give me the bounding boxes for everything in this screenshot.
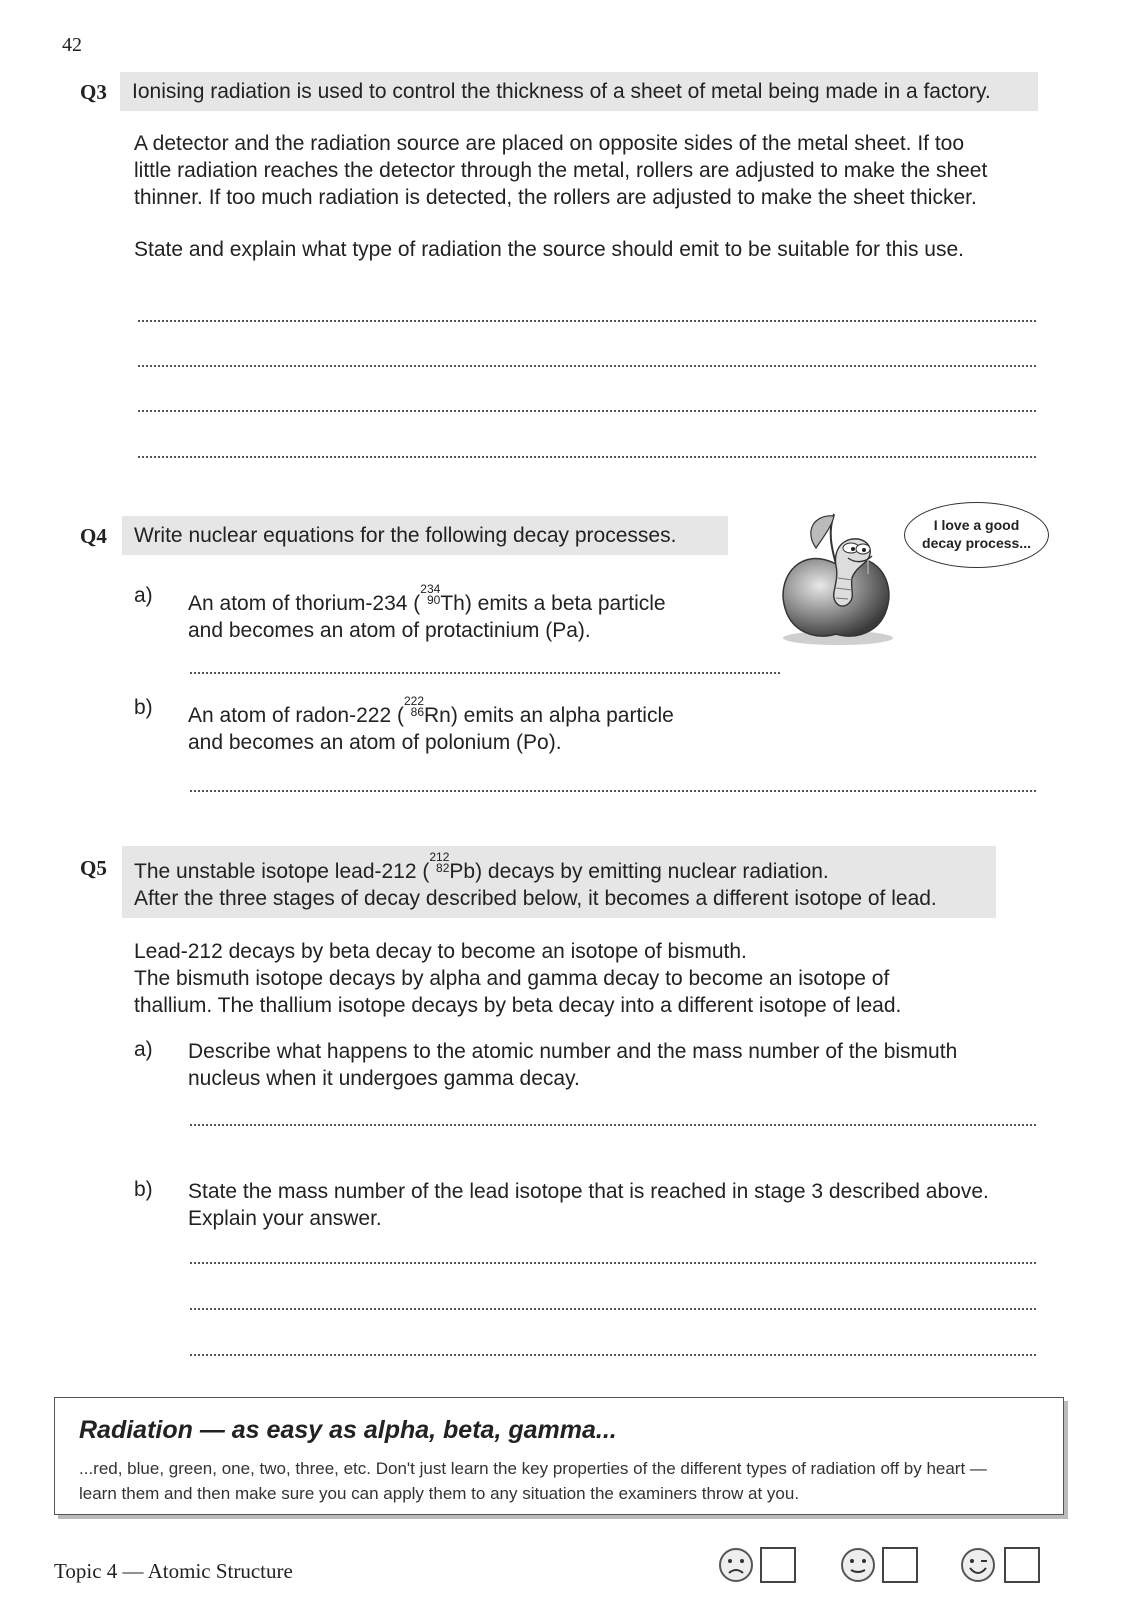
lead-nuclide-numbers bbox=[429, 852, 449, 874]
q4b-post: ) emits an alpha particle bbox=[450, 704, 674, 727]
q4b-text bbox=[188, 696, 788, 756]
q4a-line1 bbox=[188, 584, 748, 617]
q4-prompt: Write nuclear equations for the following decay processes. bbox=[122, 516, 728, 555]
lead-symbol: Pb bbox=[449, 860, 476, 883]
confidence-checkbox-medium[interactable] bbox=[882, 1547, 918, 1583]
q4a-answer-line[interactable] bbox=[190, 672, 780, 674]
q5b-line1: State the mass number of the lead isotope that is reached in stage 3 described above. bbox=[188, 1180, 989, 1203]
q5a-text bbox=[188, 1038, 1048, 1092]
worm-in-apple-illustration bbox=[776, 506, 896, 646]
q4b-answer-line[interactable] bbox=[190, 790, 1036, 792]
confidence-checkbox-low[interactable] bbox=[760, 1547, 796, 1583]
neutral-face-icon bbox=[840, 1547, 876, 1583]
q3-para-line: A detector and the radiation source are placed on opposite sides of the metal sheet. If too bbox=[134, 132, 965, 155]
q5-para-line: The bismuth isotope decays by alpha and gamma decay to become an isotope of bbox=[134, 967, 890, 990]
q5b-answer-line[interactable] bbox=[190, 1354, 1036, 1356]
q4a-pre: An atom of thorium-234 ( bbox=[188, 592, 421, 615]
q5b-text bbox=[188, 1178, 1058, 1232]
speech-bubble-line: I love a good bbox=[933, 517, 1020, 533]
thorium-nuclide-numbers bbox=[420, 584, 440, 606]
q5b-line2: Explain your answer. bbox=[188, 1207, 382, 1230]
q4a-line2: and becomes an atom of protactinium (Pa). bbox=[188, 619, 591, 642]
sad-face-icon bbox=[718, 1547, 754, 1583]
q4a-label: a) bbox=[134, 584, 153, 607]
tip-title: Radiation — as easy as alpha, beta, gamma... bbox=[79, 1416, 617, 1444]
tip-box bbox=[54, 1397, 1064, 1515]
q5-pre: The unstable isotope lead-212 ( bbox=[134, 860, 430, 883]
q4a-post: ) emits a beta particle bbox=[464, 592, 666, 615]
q3-answer-line[interactable] bbox=[138, 365, 1036, 367]
radon-mass-number: 222 bbox=[403, 694, 424, 708]
q3-para-line: little radiation reaches the detector through the metal, rollers are adjusted to make the sheet bbox=[134, 159, 988, 182]
thorium-symbol: Th bbox=[440, 592, 465, 615]
q5a-answer-line[interactable] bbox=[190, 1124, 1036, 1126]
q5-para-line: thallium. The thallium isotope decays by beta decay into a different isotope of lead. bbox=[134, 994, 902, 1017]
thorium-mass-number: 234 bbox=[420, 582, 441, 596]
q3-para-line: thinner. If too much radiation is detected, the rollers are adjusted to make the sheet thicker. bbox=[134, 186, 977, 209]
q5-para-line: Lead-212 decays by beta decay to become an isotope of bismuth. bbox=[134, 940, 747, 963]
q3-answer-line[interactable] bbox=[138, 456, 1036, 458]
q4b-line2: and becomes an atom of polonium (Po). bbox=[188, 731, 562, 754]
q3-answer-line[interactable] bbox=[138, 410, 1036, 412]
q5a-label: a) bbox=[134, 1038, 153, 1061]
page-number: 42 bbox=[62, 34, 82, 56]
speech-bubble bbox=[904, 502, 1049, 568]
lead-mass-number: 212 bbox=[429, 850, 450, 864]
q4b-pre: An atom of radon-222 ( bbox=[188, 704, 404, 727]
q5-prompt bbox=[122, 846, 996, 918]
q5a-line2: nucleus when it undergoes gamma decay. bbox=[188, 1067, 580, 1090]
radon-atomic-number: 86 bbox=[410, 705, 424, 719]
q3-answer-line[interactable] bbox=[138, 320, 1036, 322]
thorium-atomic-number: 90 bbox=[426, 593, 441, 607]
q4b-line1 bbox=[188, 696, 788, 729]
q5a-line1: Describe what happens to the atomic number and the mass number of the bismuth bbox=[188, 1040, 958, 1063]
radon-symbol: Rn bbox=[424, 704, 451, 727]
radon-nuclide-numbers bbox=[404, 696, 424, 718]
q4b-label: b) bbox=[134, 696, 153, 719]
q5b-label: b) bbox=[134, 1178, 153, 1201]
q5-label: Q5 bbox=[80, 856, 107, 880]
q3-instruction: State and explain what type of radiation the source should emit to be suitable for this use. bbox=[134, 238, 965, 261]
q5-prompt-line1 bbox=[134, 852, 984, 885]
q5-paragraph bbox=[134, 938, 1054, 1019]
q5b-answer-line[interactable] bbox=[190, 1262, 1036, 1264]
lead-atomic-number: 82 bbox=[436, 861, 450, 875]
tip-line: learn them and then make sure you can apply them to any situation the examiners throw at you. bbox=[79, 1484, 800, 1503]
q5-post: ) decays by emitting nuclear radiation. bbox=[475, 860, 829, 883]
footer-topic: Topic 4 — Atomic Structure bbox=[54, 1559, 293, 1583]
q5-prompt-line2: After the three stages of decay described below, it becomes a different isotope of lead. bbox=[134, 887, 937, 910]
q3-paragraph bbox=[134, 130, 1054, 211]
confidence-checkbox-high[interactable] bbox=[1004, 1547, 1040, 1583]
q4a-text bbox=[188, 584, 748, 644]
q4-label: Q4 bbox=[80, 524, 107, 548]
happy-face-icon bbox=[960, 1547, 996, 1583]
q3-label: Q3 bbox=[80, 80, 107, 104]
q5b-answer-line[interactable] bbox=[190, 1308, 1036, 1310]
q3-prompt: Ionising radiation is used to control the thickness of a sheet of metal being made in a factory. bbox=[120, 72, 1038, 111]
tip-line: ...red, blue, green, one, two, three, etc. Don't just learn the key properties of the different types of radiation off by heart — bbox=[79, 1459, 987, 1478]
speech-bubble-line: decay process... bbox=[922, 535, 1031, 551]
tip-text bbox=[79, 1456, 1039, 1506]
